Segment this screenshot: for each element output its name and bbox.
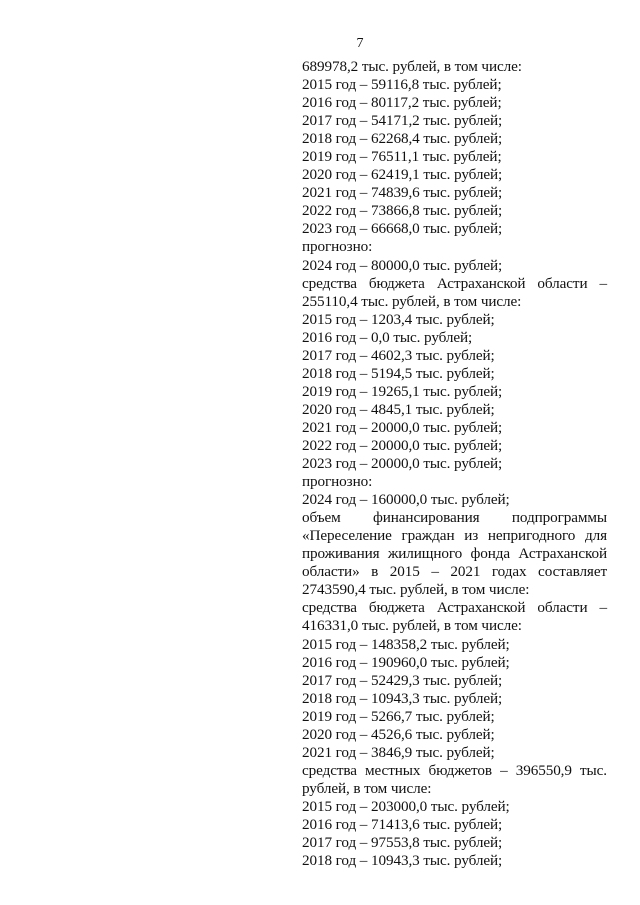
text-line: 2018 год – 10943,3 тыс. рублей; — [302, 852, 503, 870]
text-line: 2024 год – 160000,0 тыс. рублей; — [302, 491, 510, 509]
text-line: 2015 год – 203000,0 тыс. рублей; — [302, 797, 510, 815]
text-line: 2016 год – 190960,0 тыс. рублей; — [302, 653, 510, 671]
text-line: 2023 год – 20000,0 тыс. рублей; — [302, 455, 503, 473]
text-line: 2021 год – 3846,9 тыс. рублей; — [302, 743, 495, 761]
text-line: рублей, в том числе: — [302, 779, 432, 797]
text-line: 2022 год – 20000,0 тыс. рублей; — [302, 436, 503, 454]
text-line: 2018 год – 62268,4 тыс. рублей; — [302, 130, 503, 148]
text-line: 2020 год – 4845,1 тыс. рублей; — [302, 400, 495, 418]
text-line: 2743590,4 тыс. рублей, в том числе: — [302, 581, 530, 599]
text-line: прогнозно: — [302, 238, 373, 256]
text-line: прогнозно: — [302, 473, 373, 491]
page-number: 7 — [356, 36, 364, 51]
text-line: 2020 год – 4526,6 тыс. рублей; — [302, 725, 495, 743]
text-line: средства бюджета Астраханской области – — [302, 599, 607, 617]
text-line: 416331,0 тыс. рублей, в том числе: — [302, 617, 522, 635]
text-line: 2019 год – 5266,7 тыс. рублей; — [302, 707, 495, 725]
text-line: средства бюджета Астраханской области – — [302, 274, 607, 292]
text-line: 2017 год – 52429,3 тыс. рублей; — [302, 671, 503, 689]
text-line: 2017 год – 97553,8 тыс. рублей; — [302, 834, 503, 852]
text-line: объем финансирования подпрограммы — [302, 509, 607, 527]
text-line: 2022 год – 73866,8 тыс. рублей; — [302, 202, 503, 220]
text-line: 2019 год – 76511,1 тыс. рублей; — [302, 148, 502, 166]
text-line: 2023 год – 66668,0 тыс. рублей; — [302, 220, 503, 238]
text-line: 689978,2 тыс. рублей, в том числе: — [302, 58, 522, 75]
text-line: 2016 год – 0,0 тыс. рублей; — [302, 328, 473, 346]
text-line: средства местных бюджетов – 396550,9 тыс. — [302, 761, 607, 779]
text-line: 2017 год – 4602,3 тыс. рублей; — [302, 346, 495, 364]
text-line: 2015 год – 148358,2 тыс. рублей; — [302, 635, 510, 653]
text-line: 2021 год – 20000,0 тыс. рублей; — [302, 418, 503, 436]
text-line: 2015 год – 1203,4 тыс. рублей; — [302, 310, 495, 328]
text-line: 255110,4 тыс. рублей, в том числе: — [302, 292, 522, 310]
text-line: 2020 год – 62419,1 тыс. рублей; — [302, 166, 503, 184]
text-line: 2018 год – 10943,3 тыс. рублей; — [302, 689, 503, 707]
text-line: 2016 год – 71413,6 тыс. рублей; — [302, 815, 503, 833]
text-line: 2024 год – 80000,0 тыс. рублей; — [302, 256, 503, 274]
text-line: 2016 год – 80117,2 тыс. рублей; — [302, 94, 502, 112]
text-line: 2018 год – 5194,5 тыс. рублей; — [302, 364, 495, 382]
text-line: 2019 год – 19265,1 тыс. рублей; — [302, 382, 503, 400]
text-line: 2015 год – 59116,8 тыс. рублей; — [302, 76, 502, 94]
text-line: области» в 2015 – 2021 годах составляет — [302, 563, 607, 581]
text-line: проживания жилищного фонда Астраханской — [302, 545, 607, 563]
text-line: 2021 год – 74839,6 тыс. рублей; — [302, 184, 503, 202]
text-line: 2017 год – 54171,2 тыс. рублей; — [302, 112, 503, 130]
text-line: «Переселение граждан из непригодного для — [302, 527, 607, 545]
document-body — [302, 58, 607, 870]
